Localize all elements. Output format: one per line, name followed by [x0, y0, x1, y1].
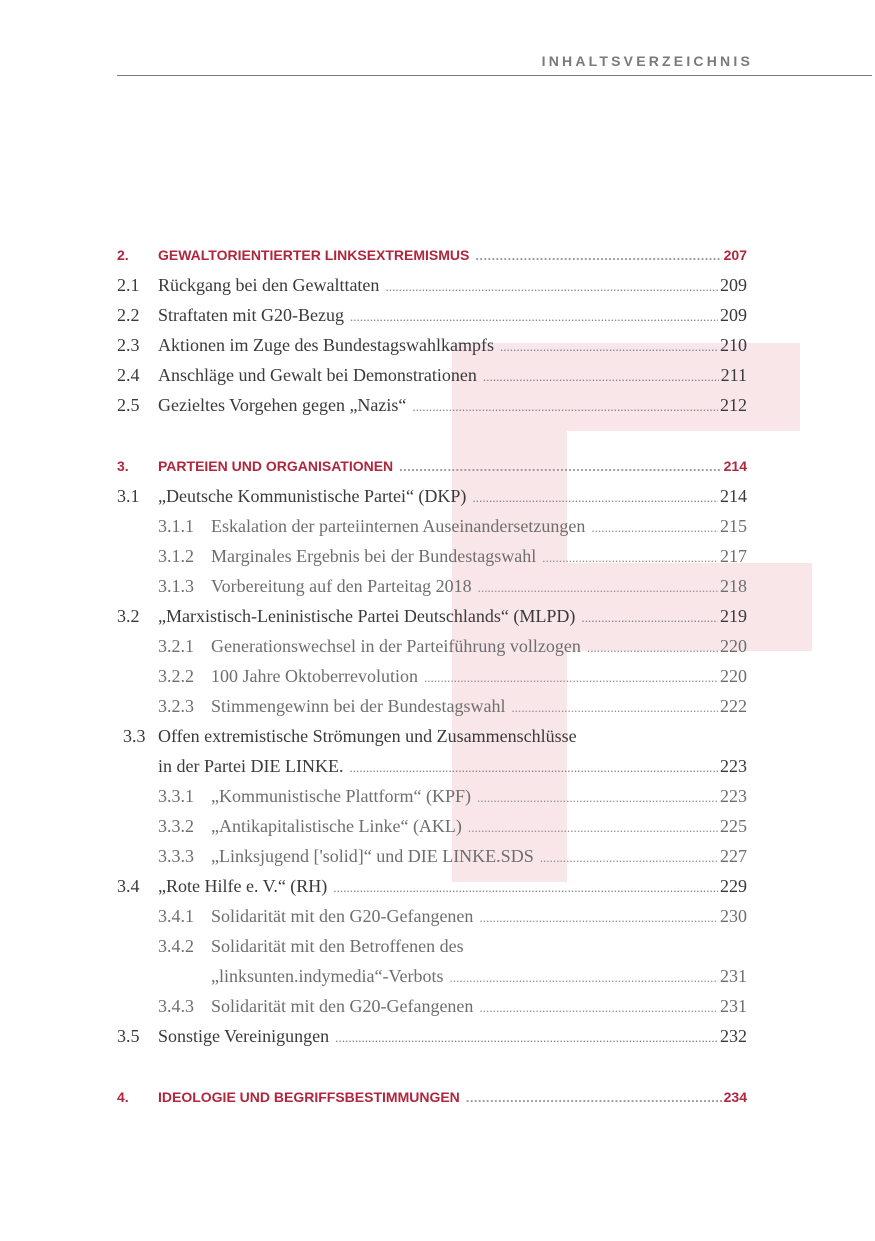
toc-leader — [449, 961, 718, 993]
toc-page: 210 — [720, 335, 747, 355]
toc-entry[interactable] — [117, 1021, 747, 1051]
toc-subentry[interactable] — [117, 511, 747, 541]
toc-page: 231 — [720, 996, 747, 1016]
toc-page: 209 — [720, 275, 747, 295]
toc-number: 3.2 — [117, 606, 140, 626]
toc-title: Straftaten mit G20-Bezug — [158, 305, 344, 325]
toc-page: 227 — [720, 846, 747, 866]
toc-leader — [472, 481, 718, 513]
toc-number: 3.3.2 — [158, 816, 194, 836]
toc-subentry[interactable] — [117, 991, 747, 1021]
toc-leader — [478, 571, 718, 603]
toc-entry[interactable] — [117, 390, 747, 420]
toc-title: Rückgang bei den Gewalttaten — [158, 275, 380, 295]
toc-title: Offen extremistische Strömungen und Zusammenschlüsse — [158, 726, 577, 746]
toc-chapter[interactable] — [117, 1082, 747, 1112]
toc-page: 223 — [720, 756, 747, 776]
toc-page: 222 — [720, 696, 747, 716]
toc-leader — [587, 631, 718, 663]
toc-leader — [468, 811, 718, 843]
toc-title: Anschläge und Gewalt bei Demonstrationen — [158, 365, 477, 385]
toc-title: „Antikapitalistische Linke“ (AKL) — [211, 816, 462, 836]
toc-number: 3.1.2 — [158, 546, 194, 566]
toc-title: Eskalation der parteiinternen Auseinandersetzungen — [211, 516, 586, 536]
toc-title: „Deutsche Kommunistische Partei“ (DKP) — [158, 486, 467, 506]
toc-entry[interactable] — [117, 601, 747, 631]
toc-title: „Marxistisch-Leninistische Partei Deutschlands“ (MLPD) — [158, 606, 576, 626]
toc-title: Stimmengewinn bei der Bundestagswahl — [211, 696, 506, 716]
toc-leader — [335, 1021, 718, 1053]
toc-number: 3.4.2 — [158, 936, 194, 956]
toc-page: 230 — [720, 906, 747, 926]
toc-number: 2.5 — [117, 395, 140, 415]
toc-number: 3.1 — [117, 486, 140, 506]
toc-number: 3.4.3 — [158, 996, 194, 1016]
toc-title: Solidarität mit den G20-Gefangenen — [211, 996, 474, 1016]
toc-chapter[interactable] — [117, 240, 747, 270]
toc-leader — [500, 330, 718, 362]
toc-number: 3.4.1 — [158, 906, 194, 926]
toc-number: 3.3.3 — [158, 846, 194, 866]
toc-leader — [466, 1082, 722, 1113]
toc-entry-continuation[interactable] — [117, 751, 747, 781]
toc-leader — [542, 541, 718, 573]
toc-leader — [412, 390, 718, 422]
toc-subentry[interactable] — [117, 691, 747, 721]
toc-number: 4. — [117, 1089, 129, 1105]
table-of-contents — [117, 240, 747, 1112]
toc-number: 2.2 — [117, 305, 140, 325]
toc-page: 225 — [720, 816, 747, 836]
toc-page: 214 — [723, 458, 747, 474]
toc-title: Aktionen im Zuge des Bundestagswahlkampfs — [158, 335, 494, 355]
toc-title: Marginales Ergebnis bei der Bundestagswahl — [211, 546, 537, 566]
toc-leader — [581, 601, 718, 633]
toc-page: 220 — [720, 636, 747, 656]
toc-leader — [350, 300, 718, 332]
toc-number: 3.1.1 — [158, 516, 194, 536]
toc-number: 3.5 — [117, 1026, 140, 1046]
toc-subentry[interactable] — [117, 661, 747, 691]
toc-title: GEWALTORIENTIERTER LINKSEXTREMISMUS — [158, 247, 470, 263]
toc-page: 219 — [720, 606, 747, 626]
toc-leader — [591, 511, 718, 543]
toc-entry[interactable] — [117, 721, 747, 751]
toc-title: PARTEIEN UND ORGANISATIONEN — [158, 458, 394, 474]
toc-leader — [511, 691, 718, 723]
toc-page: 229 — [720, 876, 747, 896]
toc-subentry-continuation[interactable] — [117, 961, 747, 991]
toc-number: 3.2.2 — [158, 666, 194, 686]
toc-page: 234 — [723, 1089, 747, 1105]
toc-leader — [479, 991, 718, 1023]
toc-title: in der Partei DIE LINKE. — [158, 756, 344, 776]
toc-subentry[interactable] — [117, 631, 747, 661]
toc-title: „Kommunistische Plattform“ (KPF) — [211, 786, 471, 806]
toc-title: 100 Jahre Oktoberrevolution — [211, 666, 418, 686]
toc-subentry[interactable] — [117, 901, 747, 931]
toc-subentry[interactable] — [117, 931, 747, 961]
toc-number: 3.1.3 — [158, 576, 194, 596]
toc-leader — [333, 871, 718, 903]
toc-page: 209 — [720, 305, 747, 325]
toc-leader — [479, 901, 718, 933]
toc-number: 3.3.1 — [158, 786, 194, 806]
toc-number: 3.2.3 — [158, 696, 194, 716]
toc-leader — [385, 270, 718, 302]
toc-leader — [399, 451, 721, 482]
toc-title: Solidarität mit den Betroffenen des — [211, 936, 464, 956]
toc-page: 212 — [720, 395, 747, 415]
toc-page: 217 — [720, 546, 747, 566]
toc-title: Gezieltes Vorgehen gegen „Nazis“ — [158, 395, 407, 415]
toc-subentry[interactable] — [117, 841, 747, 871]
toc-entry[interactable] — [117, 360, 747, 390]
toc-leader — [424, 661, 718, 693]
toc-number: 3.4 — [117, 876, 140, 896]
toc-title: „Linksjugend ['solid]“ und DIE LINKE.SDS — [211, 846, 534, 866]
toc-number: 3.3 — [123, 726, 146, 746]
toc-page: 215 — [720, 516, 747, 536]
toc-page: 207 — [723, 247, 747, 263]
toc-entry[interactable] — [117, 481, 747, 511]
toc-entry[interactable] — [117, 871, 747, 901]
toc-page: 214 — [720, 486, 747, 506]
toc-page: 223 — [720, 786, 747, 806]
toc-title: Sonstige Vereinigungen — [158, 1026, 330, 1046]
toc-number: 3.2.1 — [158, 636, 194, 656]
toc-number: 2.4 — [117, 365, 140, 385]
running-head: INHALTSVERZEICHNIS — [541, 53, 753, 69]
toc-leader — [475, 240, 721, 271]
toc-number: 2.3 — [117, 335, 140, 355]
toc-number: 2.1 — [117, 275, 140, 295]
toc-title: Vorbereitung auf den Parteitag 2018 — [211, 576, 472, 596]
toc-page: 211 — [720, 365, 747, 385]
toc-entry[interactable] — [117, 300, 747, 330]
toc-leader — [483, 360, 719, 392]
toc-subentry[interactable] — [117, 541, 747, 571]
toc-page: 218 — [720, 576, 747, 596]
toc-chapter[interactable] — [117, 451, 747, 481]
toc-title: IDEOLOGIE UND BEGRIFFSBESTIMMUNGEN — [158, 1089, 460, 1105]
toc-page: 220 — [720, 666, 747, 686]
toc-subentry[interactable] — [117, 781, 747, 811]
toc-title: „linksunten.indymedia“-Verbots — [211, 966, 444, 986]
toc-leader — [540, 841, 718, 873]
toc-subentry[interactable] — [117, 811, 747, 841]
toc-number: 3. — [117, 458, 129, 474]
toc-entry[interactable] — [117, 330, 747, 360]
header-rule — [117, 75, 872, 76]
toc-entry[interactable] — [117, 270, 747, 300]
toc-title: „Rote Hilfe e. V.“ (RH) — [158, 876, 328, 896]
toc-leader — [477, 781, 718, 813]
toc-number: 2. — [117, 247, 129, 263]
toc-page: 231 — [720, 966, 747, 986]
toc-title: Generationswechsel in der Parteiführung vollzogen — [211, 636, 581, 656]
toc-leader — [349, 751, 718, 783]
toc-title: Solidarität mit den G20-Gefangenen — [211, 906, 474, 926]
toc-subentry[interactable] — [117, 571, 747, 601]
toc-page: 232 — [720, 1026, 747, 1046]
